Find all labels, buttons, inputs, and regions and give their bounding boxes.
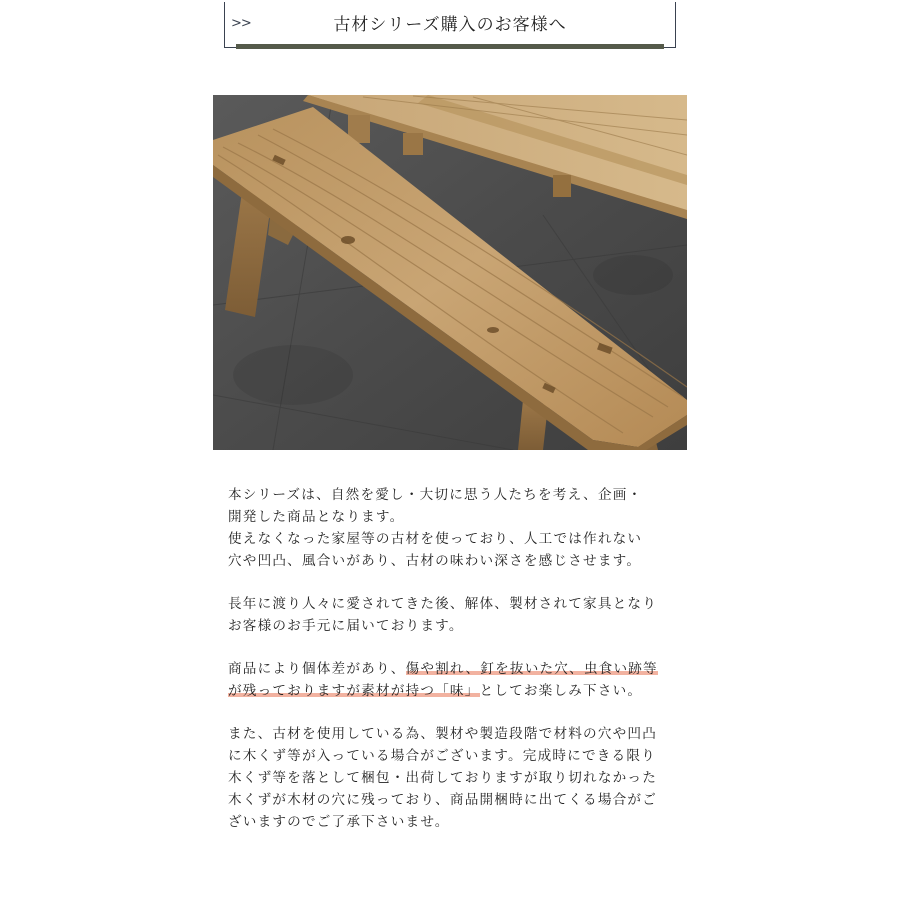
paragraph-intro: 本シリーズは、自然を愛し・大切に思う人たちを考え、企画・ 開発した商品となります。 使えなくなった家屋等の古材を使っており、人工では作れない 穴や凹凸、風合いがあり、古材の味わい深さを感じさせます。 bbox=[228, 487, 643, 569]
section-title: 古材シリーズ購入のお客様へ bbox=[333, 15, 567, 35]
text-segment: としてお楽しみ下さい。 bbox=[479, 683, 643, 699]
highlighted-text: が残っておりますが素材が持つ「味」 bbox=[228, 683, 480, 699]
paragraph-wood-chips-notice: また、古材を使用している為、製材や製造段階で材料の穴や凹凸 に木くず等が入っている場合がございます。完成時にできる限り 木くず等を落として梱包・出荷しておりますが取り切れなかった 木くずが木材の穴に残っており、商品開梱時に出てくる場合がご ざいますのでご了承下さいませ。 bbox=[228, 726, 658, 830]
paragraph-individual-differences bbox=[228, 658, 678, 702]
notice-text bbox=[228, 484, 678, 854]
product-photo bbox=[213, 95, 687, 450]
section-header bbox=[224, 2, 676, 48]
double-chevron-right-icon: >> bbox=[231, 16, 251, 31]
paragraph-history: 長年に渡り人々に愛されてきた後、解体、製材されて家具となり お客様のお手元に届いております。 bbox=[228, 596, 658, 634]
highlighted-text: 傷や割れ、釘を抜いた穴、虫食い跡等 bbox=[405, 661, 658, 677]
reclaimed-wood-bench-icon bbox=[213, 95, 687, 450]
text-segment: 商品により個体差があり、 bbox=[228, 661, 406, 677]
header-underline-bar bbox=[236, 44, 664, 49]
